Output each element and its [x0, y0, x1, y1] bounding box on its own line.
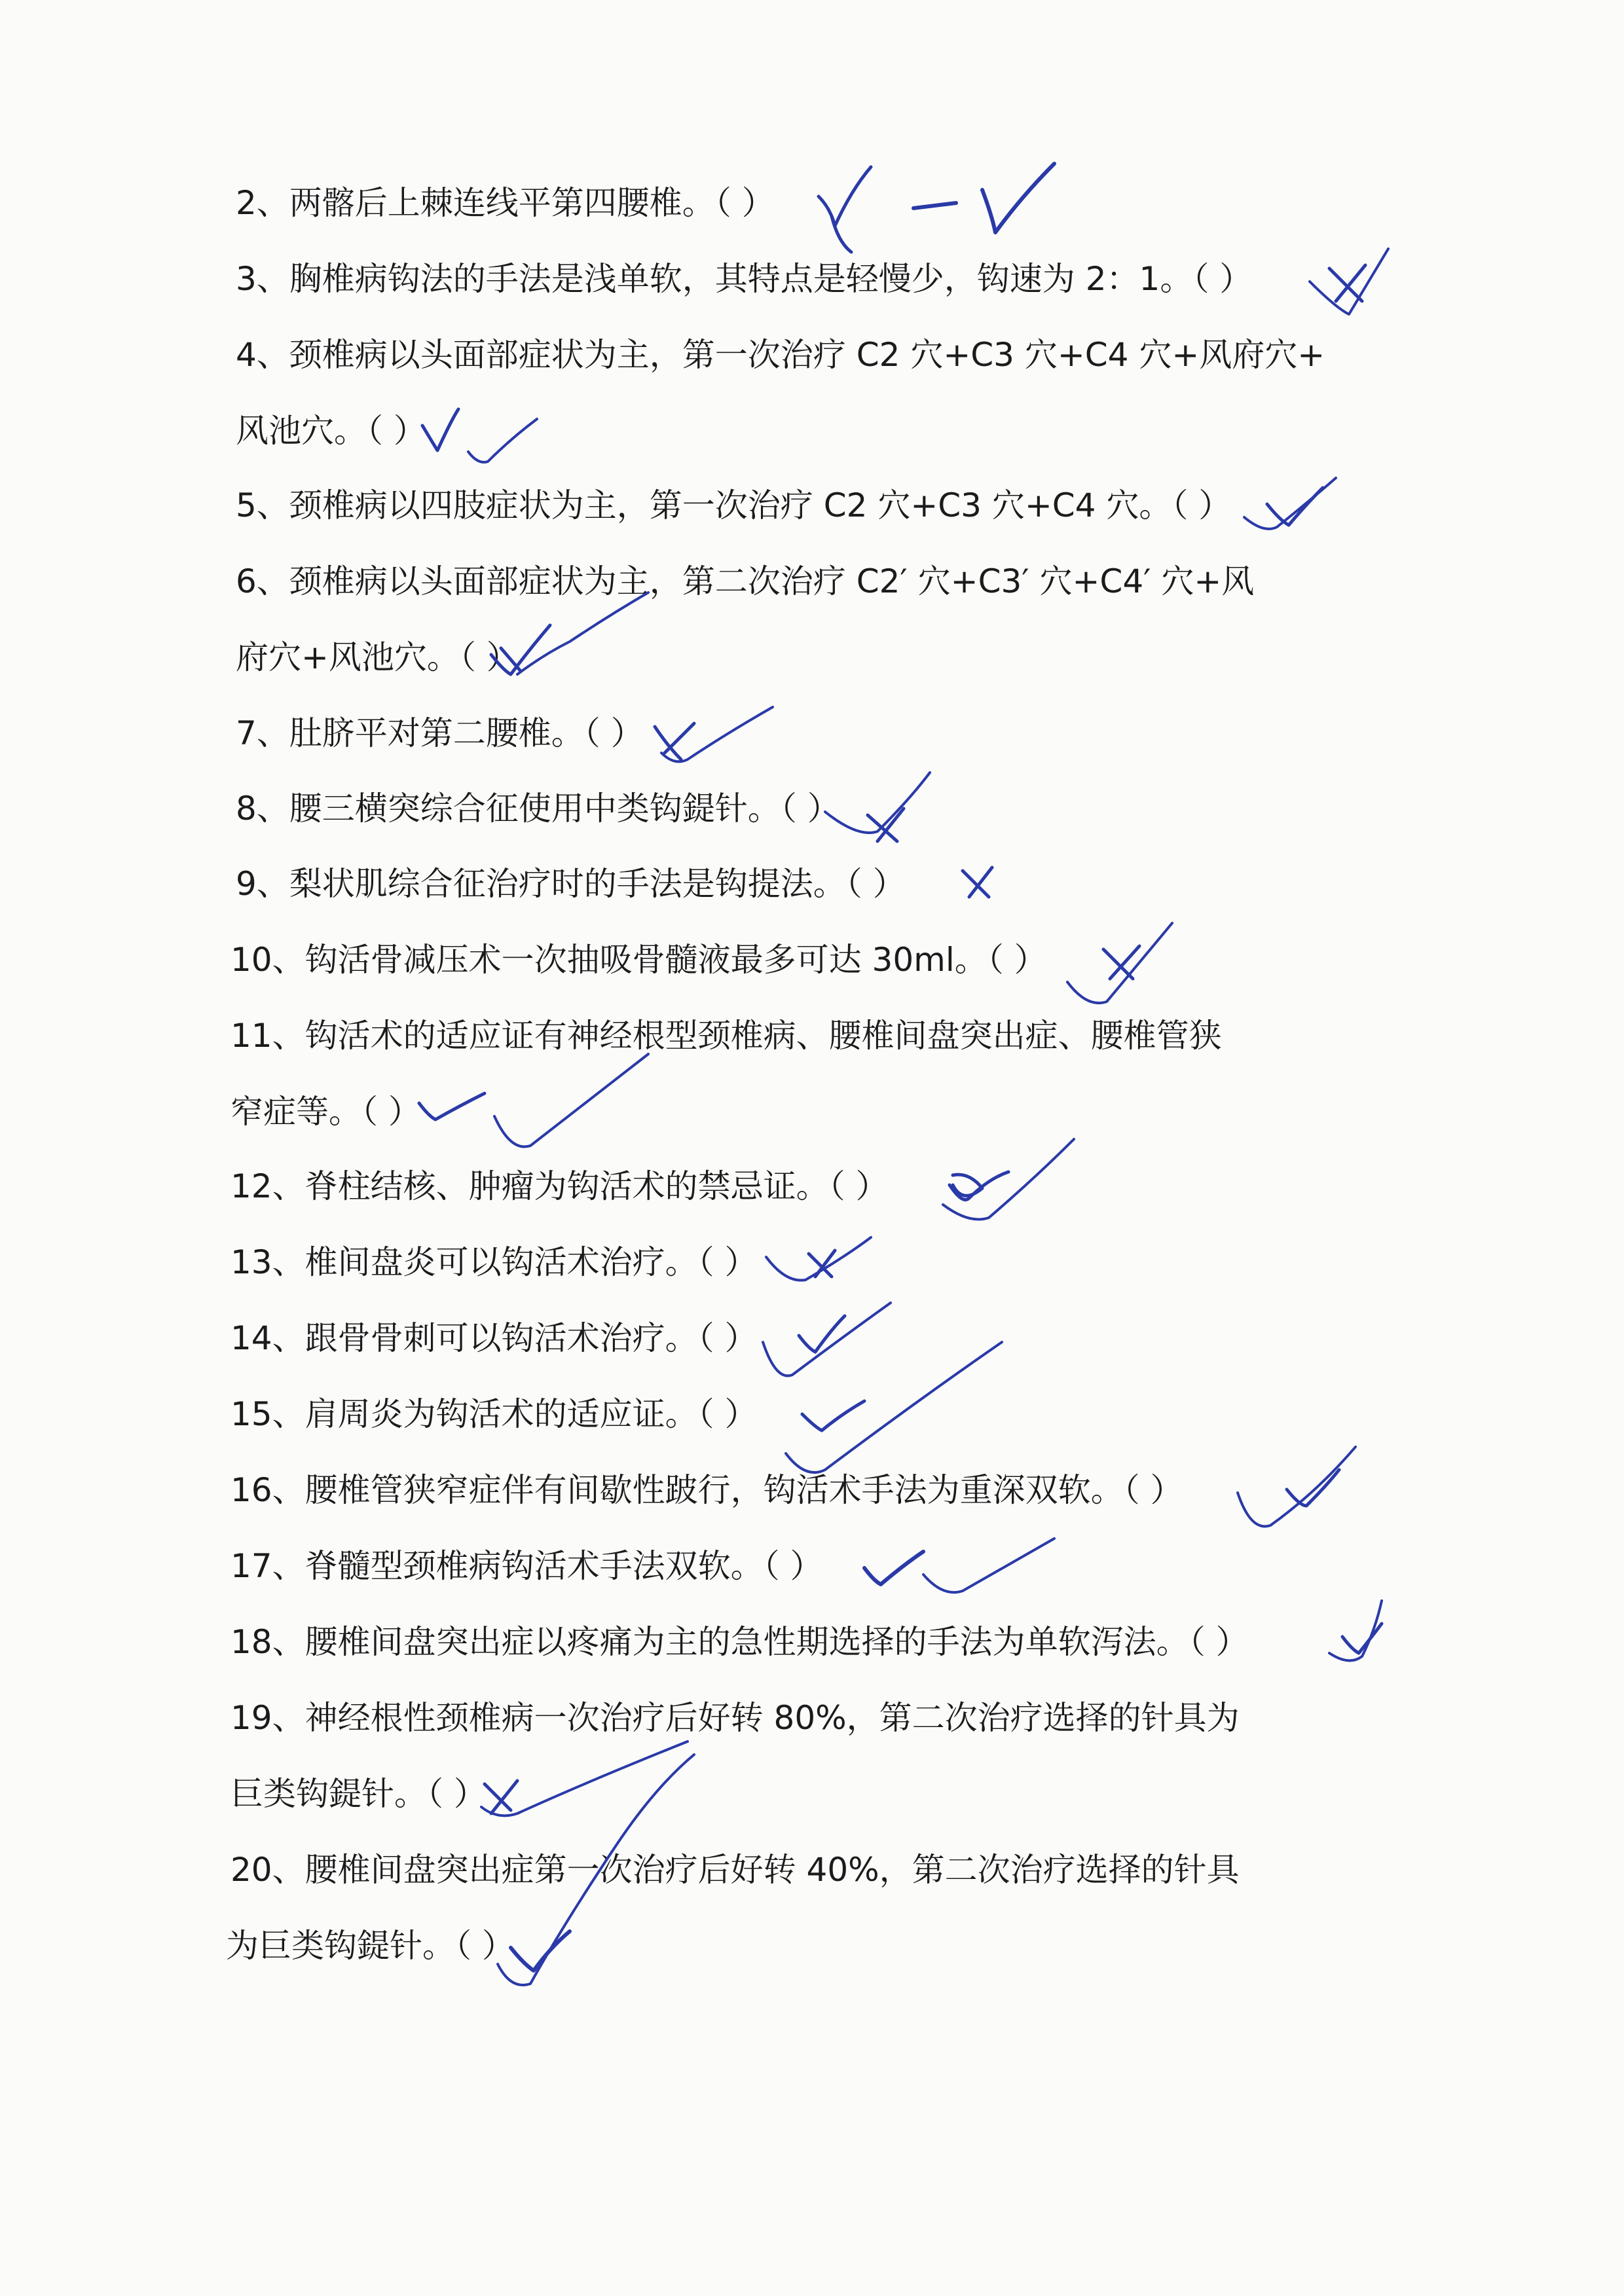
grading-tick — [923, 1539, 1054, 1592]
question-text: 3、胸椎病钩法的手法是浅单软，其特点是轻慢少，钩速为 2：1。（ ） — [236, 260, 1253, 298]
answer-mark-cross — [963, 867, 992, 897]
question-text: 4、颈椎病以头面部症状为主，第一次治疗 C2 穴+C3 穴+C4 穴+风府穴+ — [236, 336, 1325, 374]
question-text: 9、梨状肌综合征治疗时的手法是钩提法。（ ） — [236, 865, 906, 903]
question-text: 17、脊髓型颈椎病钩活术手法双软。（ ） — [231, 1547, 823, 1585]
question-text-continued: 巨类钩鍉针。（ ） — [231, 1775, 487, 1813]
grading-tick — [468, 419, 537, 462]
answer-mark-check — [950, 1172, 1008, 1200]
question-text: 8、腰三横突综合征使用中类钩鍉针。（ ） — [236, 790, 840, 828]
question-text: 12、脊柱结核、肿瘤为钩活术的禁忌证。（ ） — [231, 1167, 889, 1205]
grading-tick — [661, 707, 773, 761]
answer-mark-check — [1287, 1470, 1339, 1506]
question-text: 20、腰椎间盘突出症第一次治疗后好转 40%，第二次治疗选择的针具 — [231, 1851, 1240, 1889]
answer-mark-cross — [1329, 265, 1365, 301]
grading-tick — [517, 592, 648, 674]
question-text: 16、腰椎管狭窄症伴有间歇性跛行，钩活术手法为重深双软。（ ） — [231, 1471, 1183, 1509]
answer-mark-check — [1267, 488, 1323, 525]
answer-mark-check — [1342, 1624, 1382, 1653]
question-text: 13、椎间盘炎可以钩活术治疗。（ ） — [231, 1243, 758, 1281]
grading-tick — [1329, 1601, 1382, 1660]
score-mark — [913, 164, 1054, 232]
grading-tick — [943, 1139, 1074, 1220]
question-text: 15、肩周炎为钩活术的适应证。（ ） — [231, 1395, 758, 1433]
question-text-continued: 窄症等。（ ） — [231, 1093, 421, 1131]
question-text-continued: 风池穴。（ ） — [236, 412, 426, 450]
grading-tick — [1067, 923, 1172, 1003]
answer-mark-check — [799, 1316, 845, 1352]
question-text-continued: 府穴+风池穴。（ ） — [236, 638, 519, 676]
question-text-continued: 为巨类钩鍉针。（ ） — [226, 1927, 515, 1965]
question-text: 5、颈椎病以四肢症状为主，第一次治疗 C2 穴+C3 穴+C4 穴。（ ） — [236, 486, 1232, 524]
grading-tick — [825, 773, 930, 833]
answer-mark-cross — [868, 809, 904, 841]
grading-tick — [763, 1303, 891, 1376]
grading-tick — [481, 1741, 688, 1815]
answer-mark-check — [802, 1401, 864, 1430]
question-text: 6、颈椎病以头面部症状为主，第二次治疗 C2′ 穴+C3′ 穴+C4′ 穴+风 — [236, 562, 1255, 600]
answer-mark-cross — [655, 723, 694, 759]
question-text: 14、跟骨骨刺可以钩活术治疗。（ ） — [231, 1319, 758, 1357]
question-text: 19、神经根性颈椎病一次治疗后好转 80%，第二次治疗选择的针具为 — [231, 1699, 1240, 1737]
grading-tick — [766, 1237, 871, 1281]
question-text: 2、两髂后上棘连线平第四腰椎。（ ） — [236, 184, 775, 222]
grading-tick — [1244, 478, 1336, 529]
grading-tick — [494, 1054, 648, 1147]
answer-mark-cross — [809, 1250, 835, 1277]
question-text: 11、钩活术的适应证有神经根型颈椎病、腰椎间盘突出症、腰椎管狭 — [231, 1017, 1222, 1055]
answer-mark-check — [422, 409, 458, 450]
question-text: 18、腰椎间盘突出症以疼痛为主的急性期选择的手法为单软泻法。（ ） — [231, 1623, 1249, 1661]
answer-mark-check — [419, 1093, 485, 1120]
answer-mark-cross — [485, 1781, 517, 1813]
grading-tick — [1238, 1447, 1356, 1526]
answer-mark-cross — [1103, 946, 1139, 979]
answer-mark-check — [511, 1931, 570, 1971]
grading-tick — [786, 1342, 1002, 1472]
question-text: 7、肚脐平对第二腰椎。（ ） — [236, 714, 644, 752]
question-text: 10、钩活骨减压术一次抽吸骨髓液最多可达 30ml。（ ） — [231, 941, 1047, 979]
grading-tick — [1310, 249, 1388, 314]
answer-mark-check — [819, 167, 871, 252]
answer-mark-check — [864, 1552, 923, 1584]
